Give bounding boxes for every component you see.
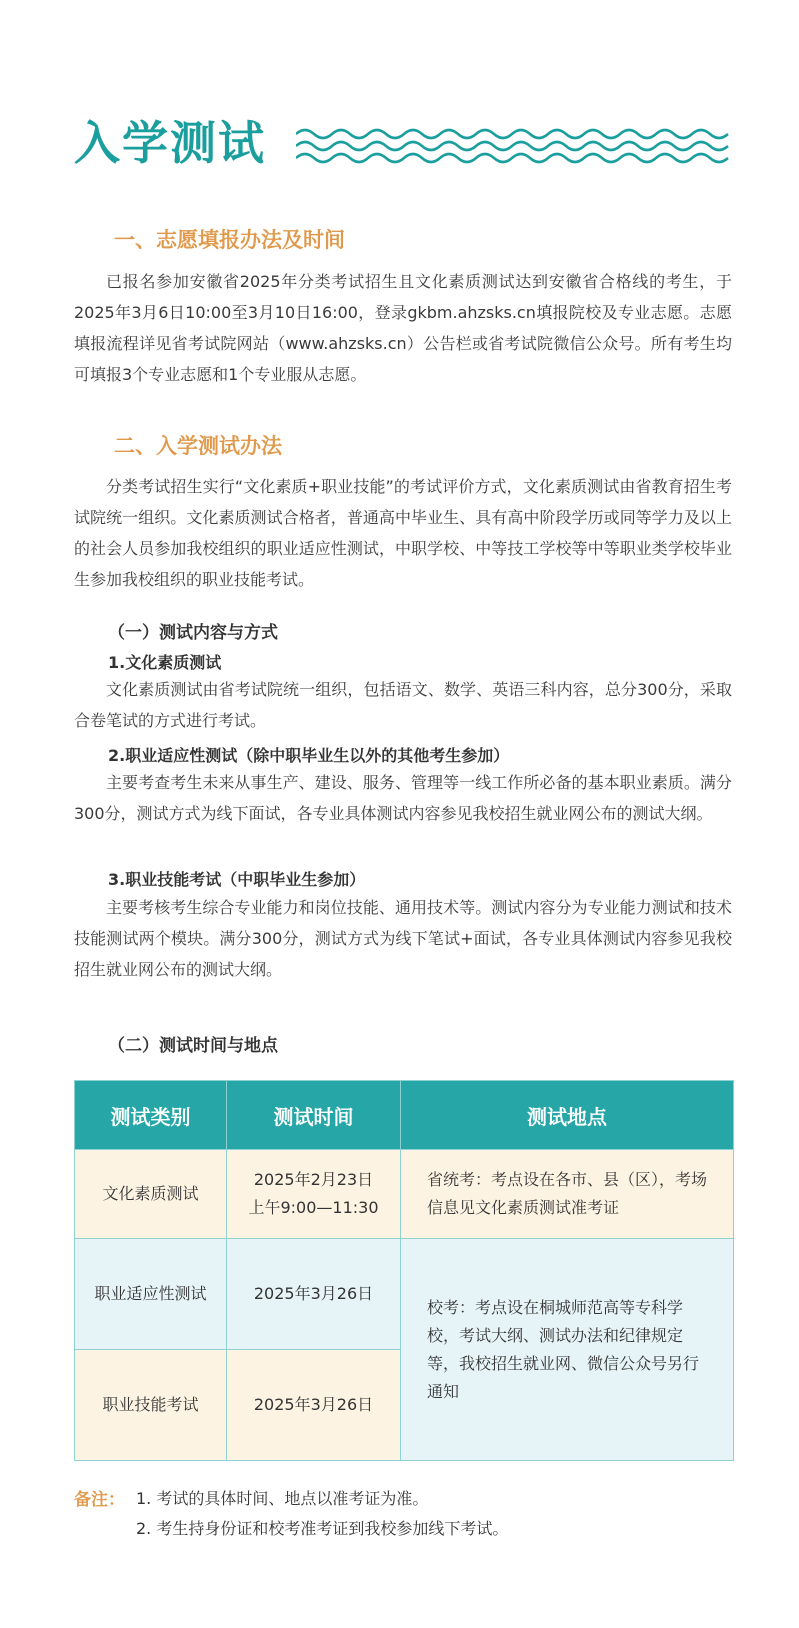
table-header-row (75, 1081, 734, 1150)
header-category: 测试类别 (75, 1081, 227, 1150)
item2-text: 主要考查考生未来从事生产、建设、服务、管理等一线工作所必备的基本职业素质。满分300分，测试方式为线下面试，各专业具体测试内容参见我校招生就业网公布的测试大纲。 (74, 773, 732, 823)
row1-location: 省统考：考点设在各市、县（区），考场信息见文化素质测试准考证 (401, 1150, 734, 1239)
wave-decoration-icon (296, 126, 734, 166)
section2-heading: 二、入学测试办法 (114, 434, 282, 458)
row3-time: 2025年3月26日 (227, 1350, 401, 1461)
table-row (75, 1150, 734, 1239)
item2-title: 2.职业适应性测试（除中职毕业生以外的其他考生参加） (108, 746, 510, 765)
row1-time (227, 1150, 401, 1239)
item3-title: 3.职业技能考试（中职毕业生参加） (108, 870, 366, 889)
table-row (75, 1239, 734, 1350)
page-title: 入学测试 (74, 116, 266, 170)
part2-heading: （二）测试时间与地点 (108, 1036, 278, 1056)
item3-text: 主要考核考生综合专业能力和岗位技能、通用技术等。测试内容分为专业能力测试和技术技能测试两个模块。满分300分，测试方式为线下笔试+面试，各专业具体测试内容参见我校招生就业网公布的测试大纲。 (74, 898, 732, 979)
title-row (74, 110, 734, 180)
shared-location: 校考：考点设在桐城师范高等专科学校，考试大纲、测试办法和纪律规定等，我校招生就业网、微信公众号另行通知 (401, 1239, 734, 1461)
schedule-table (74, 1080, 734, 1461)
row1-time-line2: 上午9:00—11:30 (248, 1198, 379, 1217)
row1-category: 文化素质测试 (75, 1150, 227, 1239)
row3-category: 职业技能考试 (75, 1350, 227, 1461)
note-item-2: 2. 考生持身份证和校考准考证到我校参加线下考试。 (136, 1519, 509, 1538)
note-item-1: 1. 考试的具体时间、地点以准考证为准。 (136, 1489, 429, 1508)
row2-time: 2025年3月26日 (227, 1239, 401, 1350)
header-time: 测试时间 (227, 1081, 401, 1150)
notes-label: 备注： (74, 1490, 125, 1510)
row2-category: 职业适应性测试 (75, 1239, 227, 1350)
row1-time-line1: 2025年2月23日 (253, 1170, 374, 1189)
part1-heading: （一）测试内容与方式 (108, 623, 278, 643)
section2-paragraph: 分类考试招生实行“文化素质+职业技能”的考试评价方式，文化素质测试由省教育招生考试院统一组织。文化素质测试合格者，普通高中毕业生、具有高中阶段学历或同等学力及以上的社会人员参加我校组织的职业适应性测试，中职学校、中等技工学校等中等职业类学校毕业生参加我校组织的职业技能考试。 (74, 477, 732, 589)
item1-text: 文化素质测试由省考试院统一组织，包括语文、数学、英语三科内容，总分300分，采取合卷笔试的方式进行考试。 (74, 680, 732, 730)
section1-paragraph: 已报名参加安徽省2025年分类考试招生且文化素质测试达到安徽省合格线的考生，于2025年3月6日10:00至3月10日16:00，登录gkbm.ahzsks.cn填报院校及专业志愿。志愿填报流程详见省考试院网站（www.ahzsks.cn）公告栏或省考试院微信公众号。所有考生均可填报3个专业志愿和1个专业服从志愿。 (74, 272, 732, 384)
section1-heading: 一、志愿填报办法及时间 (114, 228, 345, 252)
header-location: 测试地点 (401, 1081, 734, 1150)
item1-title: 1.文化素质测试 (108, 653, 222, 672)
